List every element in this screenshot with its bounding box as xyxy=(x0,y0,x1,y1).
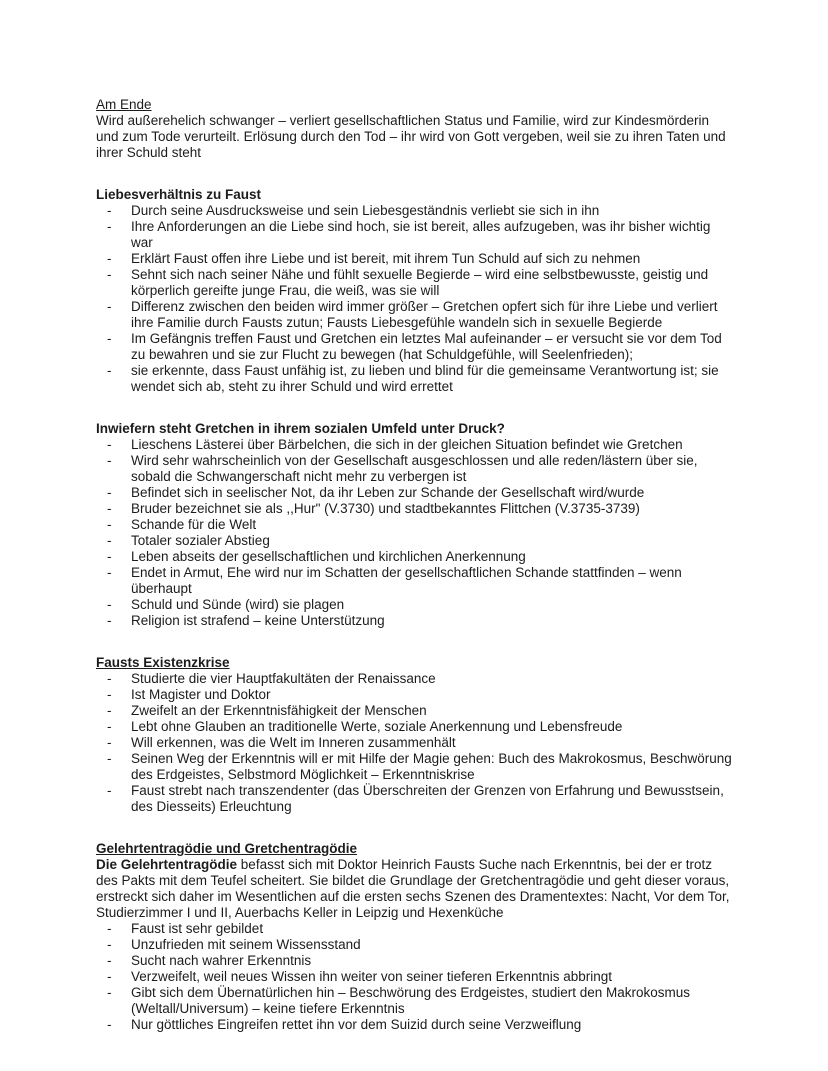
section-heading: Gelehrtentragödie und Gretchentragödie xyxy=(96,841,358,856)
section xyxy=(96,655,733,815)
bullet-marker: - xyxy=(107,453,112,468)
bullet-text: Verzweifelt, weil neues Wissen ihn weiter von seiner tieferen Erkenntnis abbringt xyxy=(131,969,612,984)
bullet-marker: - xyxy=(107,751,112,766)
paragraph-lead: Die Gelehrtentragödie xyxy=(96,857,238,872)
bullet-marker: - xyxy=(107,969,112,984)
bullet-text: Leben abseits der gesellschaftlichen und kirchlichen Anerkennung xyxy=(131,549,526,564)
section-heading: Liebesverhältnis zu Faust xyxy=(96,187,262,202)
bullet-text: Endet in Armut, Ehe wird nur im Schatten der gesellschaftlichen Schande stattfinden – wenn überhaupt xyxy=(131,565,682,596)
list-item xyxy=(96,453,733,485)
list-item xyxy=(96,985,733,1017)
bullet-marker: - xyxy=(107,937,112,952)
bullet-text: Schuld und Sünde (wird) sie plagen xyxy=(131,597,345,612)
bullet-marker: - xyxy=(107,533,112,548)
bullet-marker: - xyxy=(107,735,112,750)
bullet-text: Studierte die vier Hauptfakultäten der Renaissance xyxy=(131,671,436,686)
bullet-text: Im Gefängnis treffen Faust und Gretchen ein letztes Mal aufeinander – er versucht sie vor dem Tod zu bewahren und sie zur Flucht zu bewegen (hat Schuldgefühle, will Seelenfrieden); xyxy=(131,331,722,362)
bullet-text: Bruder bezeichnet sie als ,,Hur" (V.3730) und stadtbekanntes Flittchen (V.3735-3739) xyxy=(131,501,640,516)
list-item xyxy=(96,485,733,501)
bullet-text: Lieschens Lästerei über Bärbelchen, die sich in der gleichen Situation befindet wie Gretchen xyxy=(131,437,683,452)
bullet-text: Erklärt Faust offen ihre Liebe und ist bereit, mit ihrem Tun Schuld auf sich zu nehmen xyxy=(131,251,641,266)
bullet-list xyxy=(96,921,733,1033)
bullet-text: Differenz zwischen den beiden wird immer größer – Gretchen opfert sich für ihre Liebe und verliert ihre Familie durch Fausts zutun; Fausts Liebesgefühle wandeln sich in sexuelle Begierde xyxy=(131,299,718,330)
list-item xyxy=(96,219,733,251)
bullet-marker: - xyxy=(107,363,112,378)
bullet-marker: - xyxy=(107,517,112,532)
bullet-text: Durch seine Ausdrucksweise und sein Liebesgeständnis verliebt sie sich in ihn xyxy=(131,203,600,218)
list-item xyxy=(96,921,733,937)
list-item xyxy=(96,363,733,395)
bullet-marker: - xyxy=(107,565,112,580)
bullet-text: Ihre Anforderungen an die Liebe sind hoch, sie ist bereit, alles aufzugeben, was ihr bisher wichtig war xyxy=(131,219,711,250)
list-item xyxy=(96,517,733,533)
list-item xyxy=(96,613,733,629)
paragraph xyxy=(96,857,733,921)
section xyxy=(96,97,733,161)
bullet-marker: - xyxy=(107,251,112,266)
bullet-marker: - xyxy=(107,437,112,452)
bullet-marker: - xyxy=(107,267,112,282)
bullet-marker: - xyxy=(107,687,112,702)
section xyxy=(96,421,733,629)
bullet-marker: - xyxy=(107,985,112,1000)
list-item xyxy=(96,549,733,565)
bullet-marker: - xyxy=(107,1017,112,1032)
bullet-list xyxy=(96,203,733,395)
list-item xyxy=(96,533,733,549)
bullet-marker: - xyxy=(107,953,112,968)
list-item xyxy=(96,251,733,267)
bullet-text: Seinen Weg der Erkenntnis will er mit Hilfe der Magie gehen: Buch des Makrokosmus, Beschwörung des Erdgeistes, Selbstmord Möglichkeit – Erkenntniskrise xyxy=(131,751,732,782)
bullet-marker: - xyxy=(107,719,112,734)
bullet-text: Faust ist sehr gebildet xyxy=(131,921,264,936)
bullet-text: Sehnt sich nach seiner Nähe und fühlt sexuelle Begierde – wird eine selbstbewusste, geistig und körperlich gereifte junge Frau, die weiß, was sie will xyxy=(131,267,709,298)
bullet-marker: - xyxy=(107,549,112,564)
list-item xyxy=(96,751,733,783)
list-item xyxy=(96,501,733,517)
list-item xyxy=(96,267,733,299)
list-item xyxy=(96,299,733,331)
bullet-marker: - xyxy=(107,671,112,686)
list-item xyxy=(96,1017,733,1033)
list-item xyxy=(96,735,733,751)
bullet-text: Befindet sich in seelischer Not, da ihr Leben zur Schande der Gesellschaft wird/wurde xyxy=(131,485,645,500)
bullet-text: Unzufrieden mit seinem Wissensstand xyxy=(131,937,361,952)
paragraph xyxy=(96,113,733,161)
bullet-text: Wird sehr wahrscheinlich von der Gesellschaft ausgeschlossen und alle reden/lästern über sie, sobald die Schwangerschaft nicht mehr zu verbergen ist xyxy=(131,453,698,484)
list-item xyxy=(96,687,733,703)
document-content xyxy=(96,97,733,1033)
bullet-text: Will erkennen, was die Welt im Inneren zusammenhält xyxy=(131,735,456,750)
list-item xyxy=(96,953,733,969)
bullet-text: Religion ist strafend – keine Unterstützung xyxy=(131,613,385,628)
list-item xyxy=(96,597,733,613)
bullet-marker: - xyxy=(107,485,112,500)
bullet-text: Lebt ohne Glauben an traditionelle Werte, soziale Anerkennung und Lebensfreude xyxy=(131,719,623,734)
list-item xyxy=(96,937,733,953)
bullet-marker: - xyxy=(107,783,112,798)
bullet-text: Totaler sozialer Abstieg xyxy=(131,533,270,548)
list-item xyxy=(96,437,733,453)
bullet-text: Faust strebt nach transzendenter (das Überschreiten der Grenzen von Erfahrung und Bewusstsein, des Diesseits) Erleuchtung xyxy=(131,783,724,814)
list-item xyxy=(96,719,733,735)
section xyxy=(96,187,733,395)
list-item xyxy=(96,203,733,219)
bullet-marker: - xyxy=(107,597,112,612)
paragraph-text: Wird außerehelich schwanger – verliert gesellschaftlichen Status und Familie, wird zur Kindesmörderin und zum Tode verurteilt. Erlösung durch den Tod – ihr wird von Gott vergeben, weil sie zu ihren Taten und ihrer Schuld steht xyxy=(96,113,726,160)
bullet-marker: - xyxy=(107,921,112,936)
paragraph-text: befasst sich mit Doktor Heinrich Fausts Suche nach Erkenntnis, bei der er trotz des Pakts mit dem Teufel scheitert. Sie bildet die Grundlage der Gretchentragödie und geht dieser voraus, erstreckt sich daher im Wesentlichen auf die ersten sechs Szenen des Dramentextes: Nacht, Vor dem Tor, Studierzimmer I und II, Auerbachs Keller in Leipzig und Hexenküche xyxy=(96,857,730,920)
bullet-list xyxy=(96,671,733,815)
bullet-text: Ist Magister und Doktor xyxy=(131,687,271,702)
bullet-marker: - xyxy=(107,203,112,218)
bullet-text: Zweifelt an der Erkenntnisfähigkeit der Menschen xyxy=(131,703,427,718)
bullet-marker: - xyxy=(107,703,112,718)
list-item xyxy=(96,969,733,985)
bullet-text: Nur göttliches Eingreifen rettet ihn vor dem Suizid durch seine Verzweiflung xyxy=(131,1017,582,1032)
list-item xyxy=(96,783,733,815)
section-heading: Fausts Existenzkrise xyxy=(96,655,230,670)
bullet-text: Gibt sich dem Übernatürlichen hin – Beschwörung des Erdgeistes, studiert den Makrokosmus (Weltall/Universum) – keine tiefere Erkenntnis xyxy=(131,985,691,1016)
list-item xyxy=(96,703,733,719)
section-heading: Inwiefern steht Gretchen in ihrem sozialen Umfeld unter Druck? xyxy=(96,421,505,436)
bullet-marker: - xyxy=(107,219,112,234)
section-heading: Am Ende xyxy=(96,97,152,112)
list-item xyxy=(96,671,733,687)
bullet-marker: - xyxy=(107,613,112,628)
bullet-marker: - xyxy=(107,501,112,516)
section xyxy=(96,841,733,1033)
bullet-marker: - xyxy=(107,331,112,346)
list-item xyxy=(96,331,733,363)
bullet-text: Schande für die Welt xyxy=(131,517,257,532)
bullet-text: sie erkennte, dass Faust unfähig ist, zu lieben und blind für die gemeinsame Verantwortung ist; sie wendet sich ab, steht zu ihrer Schuld und wird errettet xyxy=(131,363,719,394)
bullet-text: Sucht nach wahrer Erkenntnis xyxy=(131,953,312,968)
bullet-list xyxy=(96,437,733,629)
list-item xyxy=(96,565,733,597)
bullet-marker: - xyxy=(107,299,112,314)
